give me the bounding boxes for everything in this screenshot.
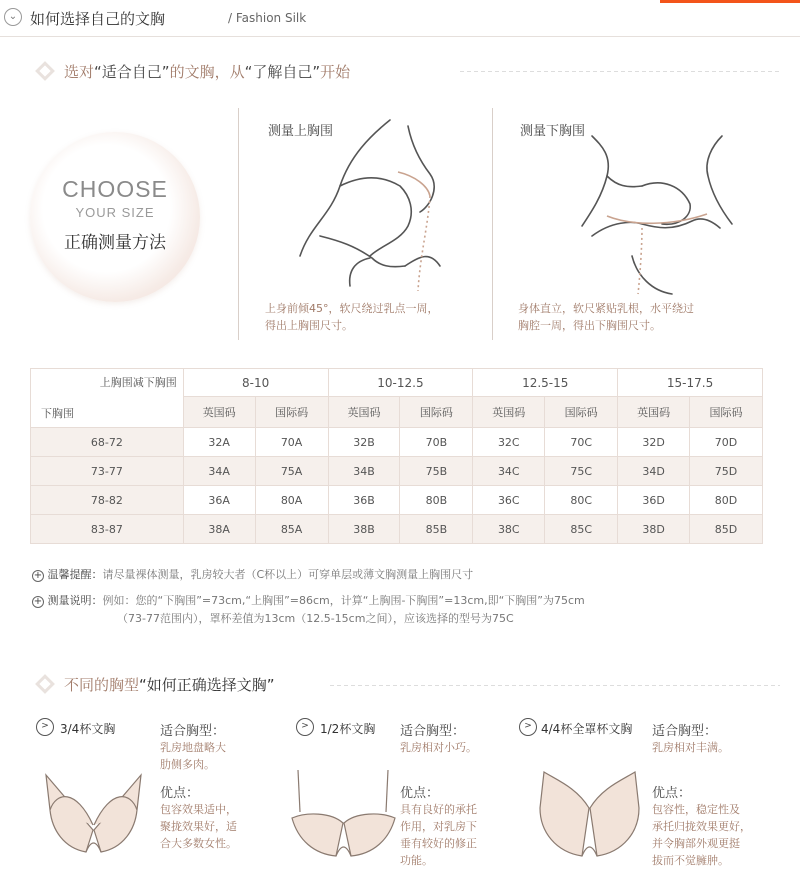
col-header-uk: 英国码 (328, 397, 400, 428)
table-corner-header: 上胸围减下胸围 下胸围 (31, 369, 184, 428)
table-cell: 34D (618, 457, 690, 486)
table-cell: 38C (473, 515, 545, 544)
table-row (31, 457, 763, 486)
cup-advantage-block: 优点： 包容效果适中， 聚拢效果好，适 合大多数女性。 (160, 786, 237, 850)
page-title: 如何选择自己的文胸 (30, 10, 166, 28)
half-cup-bra-illustration (286, 768, 401, 864)
col-header-uk: 英国码 (618, 397, 690, 428)
figure-label-under-bust: 测量下胸围 (520, 124, 586, 139)
col-header-intl: 国际码 (690, 397, 763, 428)
plus-circle-icon: + (33, 570, 43, 581)
choose-subtitle: YOUR SIZE (75, 205, 155, 220)
chevron-right-icon: > (296, 718, 314, 736)
tip-note: + 温馨提醒：请尽量裸体测量，乳房较大者（C杯以上）可穿单层或薄文胸测量上胸围尺寸 (33, 568, 474, 581)
table-cell: 75B (400, 457, 473, 486)
diamond-icon (34, 673, 56, 695)
table-cell: 38A (183, 515, 255, 544)
table-cell: 34C (473, 457, 545, 486)
table-row (31, 486, 763, 515)
cup-name-full: 4/4杯全罩杯文胸 (541, 722, 633, 736)
full-cup-bra-illustration (532, 768, 647, 864)
table-cell: 36D (618, 486, 690, 515)
choose-method: 正确测量方法 (64, 233, 166, 253)
figure-caption-upper-bust: 上身前倾45°，软尺绕过乳点一周， 得出上胸围尺寸。 (265, 302, 439, 332)
table-cell: 36A (183, 486, 255, 515)
table-cell: 32C (473, 428, 545, 457)
table-cell: 75A (255, 457, 328, 486)
example-note: + 测量说明：例如：您的“下胸围”=73cm,“上胸围”=86cm，计算“上胸围-下胸围”=13cm,即“下胸围”为75cm (33, 594, 585, 607)
col-header-uk: 英国码 (473, 397, 545, 428)
table-cell: 36B (328, 486, 400, 515)
table-cell: 85C (545, 515, 618, 544)
cup-advantage-block: 优点： 具有良好的承托 作用，对乳房下 垂有较好的修正 功能。 (400, 786, 477, 867)
three-quarter-cup-bra-illustration (36, 770, 151, 860)
table-cell: 85B (400, 515, 473, 544)
page-subtitle: / Fashion Silk (228, 11, 307, 25)
col-header-intl: 国际码 (545, 397, 618, 428)
diff-header: 10-12.5 (328, 369, 473, 397)
cup-name-half: 1/2杯文胸 (320, 722, 376, 736)
table-cell: 38D (618, 515, 690, 544)
table-cell: 85A (255, 515, 328, 544)
table-cell: 80D (690, 486, 763, 515)
table-row (31, 428, 763, 457)
table-cell: 34B (328, 457, 400, 486)
table-cell: 85D (690, 515, 763, 544)
header-accent-bar (660, 0, 800, 3)
table-cell: 36C (473, 486, 545, 515)
plus-circle-icon: + (33, 596, 43, 607)
table-cell: 80A (255, 486, 328, 515)
section-title-cup-types: 不同的胸型“如何正确选择文胸” (64, 676, 275, 694)
table-row (31, 515, 763, 544)
size-chart-table (30, 368, 763, 544)
choose-title: CHOOSE (62, 176, 168, 202)
chevron-down-icon: ⌄ (4, 8, 22, 26)
cup-fit-block: 适合胸型： 乳房地盘略大 肋侧多肉。 (160, 724, 226, 771)
cup-fit-block: 适合胸型： 乳房相对丰满。 (652, 724, 729, 754)
choose-size-badge (30, 132, 200, 302)
table-cell: 32D (618, 428, 690, 457)
col-header-intl: 国际码 (400, 397, 473, 428)
diff-header: 15-17.5 (618, 369, 763, 397)
table-cell: 80B (400, 486, 473, 515)
cup-name-three-quarter: 3/4杯文胸 (60, 722, 116, 736)
table-cell: 75D (690, 457, 763, 486)
section-title-measure: 选对“适合自己”的文胸，从“了解自己”开始 (64, 63, 351, 81)
chevron-right-icon: > (519, 718, 537, 736)
col-header-intl: 国际码 (255, 397, 328, 428)
chevron-right-icon: > (36, 718, 54, 736)
diamond-icon (34, 60, 56, 82)
row-header: 83-87 (31, 515, 184, 544)
diff-header: 8-10 (183, 369, 328, 397)
table-cell: 80C (545, 486, 618, 515)
table-cell: 70A (255, 428, 328, 457)
upper-bust-illustration (280, 116, 460, 296)
figure-label-upper-bust: 测量上胸围 (268, 124, 334, 139)
figure-caption-under-bust: 身体直立，软尺紧贴乳根，水平绕过 胸腔一周，得出下胸围尺寸。 (518, 302, 694, 332)
row-header: 73-77 (31, 457, 184, 486)
figure-divider-mid (492, 108, 493, 340)
figure-divider-left (238, 108, 239, 340)
example-note-line2: （73-77范围内），罩杯差值为13cm（12.5-15cm之间），应该选择的型号为75C (117, 612, 514, 625)
table-cell: 70D (690, 428, 763, 457)
row-header: 68-72 (31, 428, 184, 457)
section-divider (460, 71, 780, 72)
section-divider (330, 685, 780, 686)
cup-advantage-block: 优点： 包容性，稳定性及 承托归拢效果更好， 并令胸部外观更挺 拔而不觉臃肿。 (652, 786, 751, 867)
under-bust-illustration (572, 116, 742, 296)
table-cell: 70B (400, 428, 473, 457)
table-cell: 34A (183, 457, 255, 486)
row-header: 78-82 (31, 486, 184, 515)
col-header-uk: 英国码 (183, 397, 255, 428)
table-cell: 38B (328, 515, 400, 544)
table-cell: 32B (328, 428, 400, 457)
table-cell: 70C (545, 428, 618, 457)
table-cell: 75C (545, 457, 618, 486)
diff-header: 12.5-15 (473, 369, 618, 397)
table-cell: 32A (183, 428, 255, 457)
cup-fit-block: 适合胸型： 乳房相对小巧。 (400, 724, 477, 754)
